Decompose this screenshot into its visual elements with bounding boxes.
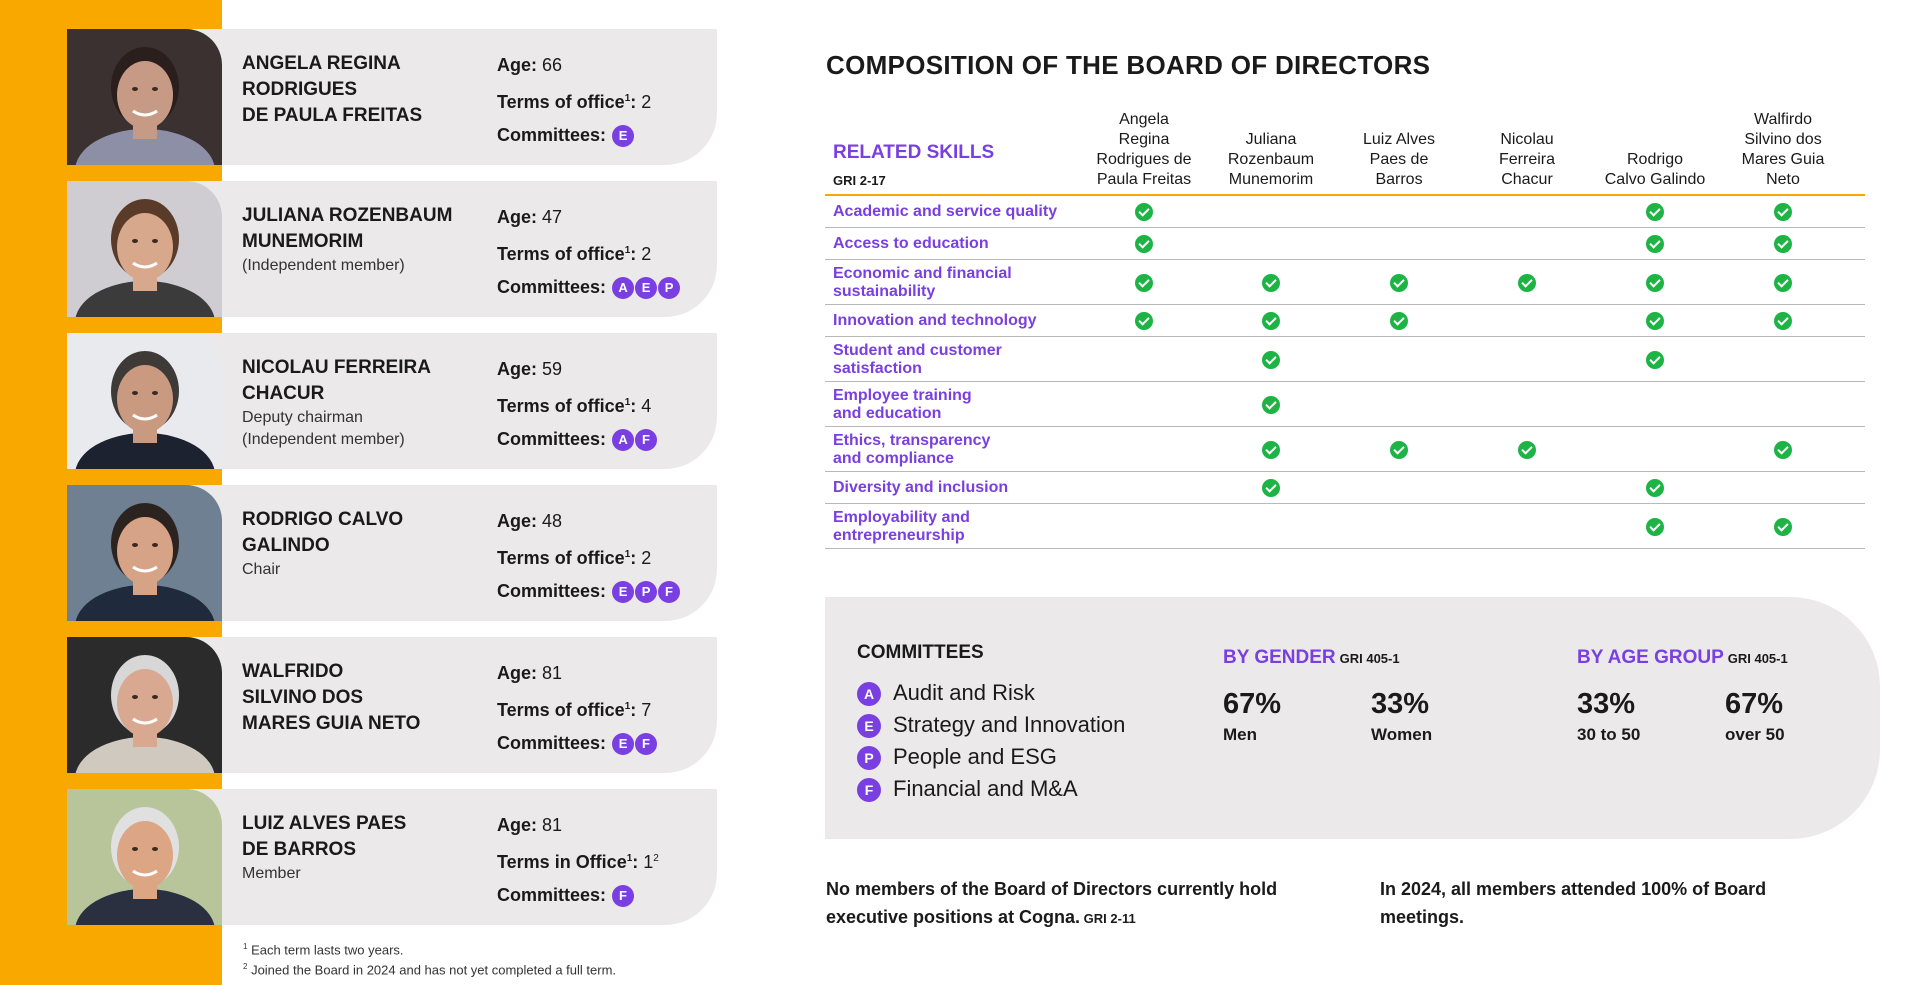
member-name: ANGELA REGINA (242, 53, 401, 74)
skill-label: Employee training and education (833, 386, 972, 422)
member-committees: Committees: E P F (497, 575, 712, 608)
member-cards (67, 29, 717, 925)
check-icon (1646, 235, 1664, 253)
check-icon (1135, 312, 1153, 330)
member-name: JULIANA ROZENBAUM (242, 205, 453, 226)
committee-badge-p: P (635, 581, 657, 603)
committee-badge-a: A (612, 429, 634, 451)
member-stats (497, 657, 712, 760)
committee-badge-e: E (612, 733, 634, 755)
member-role: Chair (242, 561, 281, 578)
check-icon (1518, 441, 1536, 459)
member-terms: Terms of office$^1$: 2 (497, 244, 652, 264)
by-gender-title: BY GENDER GRI 405-1 (1223, 647, 1400, 668)
committee-badge-f: F (635, 733, 657, 755)
member-name: CHACUR (242, 383, 325, 404)
column-header: Nicolau Ferreira Chacur (1498, 131, 1555, 188)
skills-table-body (825, 196, 1865, 549)
member-info (242, 659, 472, 737)
member-role: (Independent member) (242, 257, 405, 274)
committee-badge-e: E (612, 581, 634, 603)
committees-box (825, 597, 1880, 839)
committees-list (857, 677, 1125, 805)
column-header: Walfirdo Silvino dos Mares Guia Neto (1741, 111, 1825, 188)
member-age: Age: 59 (497, 359, 563, 379)
check-icon (1262, 441, 1280, 459)
check-icon (1646, 203, 1664, 221)
member-terms: Terms in Office$^1$: $1^2$ (497, 852, 659, 872)
member-name: MUNEMORIM (242, 231, 364, 252)
member-age: Age: 47 (497, 207, 563, 227)
skill-row (825, 228, 1865, 260)
committee-item-p: P People and ESG (857, 741, 1125, 773)
member-age: Age: 66 (497, 55, 563, 75)
skill-row (825, 337, 1865, 382)
skill-label: Access to education (833, 235, 989, 252)
footnote: $^2$ Joined the Board in 2024 and has not yet completed a full term. (243, 962, 617, 978)
note-gri: GRI 2-11 (1080, 911, 1136, 926)
by-age-group (1577, 647, 1873, 745)
committees-title: COMMITTEES (857, 642, 984, 663)
committee-badge-e: E (857, 714, 881, 738)
check-icon (1646, 312, 1664, 330)
member-photo (67, 789, 222, 925)
column-header: Juliana Rozenbaum Munemorim (1227, 131, 1315, 188)
check-icon (1646, 479, 1664, 497)
by-age-gri: GRI 405-1 (1727, 651, 1788, 666)
member-stats (497, 201, 712, 304)
member-stats (497, 809, 712, 912)
age-stat (1725, 687, 1873, 745)
committee-badge-f: F (635, 429, 657, 451)
member-committees: Committees: A E P (497, 271, 712, 304)
check-icon (1646, 518, 1664, 536)
member-card (67, 333, 717, 469)
member-terms: Terms of office$^1$: 4 (497, 396, 652, 416)
skills-table-header (825, 110, 1865, 196)
member-committees: Committees: E (497, 119, 712, 152)
by-gender-values (1223, 687, 1519, 745)
member-name: MARES GUIA NETO (242, 713, 421, 734)
by-gender (1223, 647, 1519, 745)
check-icon (1646, 274, 1664, 292)
member-committees: Committees: F (497, 879, 712, 912)
skill-label: Ethics, transparency and compliance (833, 431, 991, 467)
check-icon (1774, 312, 1792, 330)
member-terms: Terms of office$^1$: 2 (497, 548, 652, 568)
note-executive-positions: No members of the Board of Directors currently hold executive positions at Cogna. GRI 2-11 (826, 879, 1278, 927)
member-stats (497, 353, 712, 456)
check-icon (1390, 274, 1408, 292)
member-card (67, 789, 717, 925)
member-info (242, 507, 472, 581)
member-name: DE PAULA FREITAS (242, 105, 423, 126)
check-icon (1390, 441, 1408, 459)
column-header: Rodrigo Calvo Galindo (1604, 151, 1706, 188)
gender-stat (1371, 687, 1519, 745)
member-age: Age: 48 (497, 511, 563, 531)
skill-row (825, 260, 1865, 305)
by-age-values (1577, 687, 1873, 745)
committee-badge-f: F (658, 581, 680, 603)
committee-badge-p: P (658, 277, 680, 299)
skill-row (825, 504, 1865, 549)
age-stat (1577, 687, 1725, 745)
page-title: COMPOSITION OF THE BOARD OF DIRECTORS (826, 50, 1431, 80)
member-role: Deputy chairman (242, 409, 363, 426)
member-photo (67, 333, 222, 469)
check-icon (1518, 274, 1536, 292)
gender-label: Men (1223, 725, 1257, 744)
check-icon (1262, 479, 1280, 497)
footnote: $^1$ Each term lasts two years. (243, 942, 404, 958)
member-photo (67, 485, 222, 621)
check-icon (1262, 351, 1280, 369)
member-stats (497, 49, 712, 152)
committee-item-a: A Audit and Risk (857, 677, 1125, 709)
age-label: over 50 (1725, 725, 1785, 744)
member-name: RODRIGO CALVO (242, 509, 404, 530)
member-name: GALINDO (242, 535, 330, 556)
note-attendance: In 2024, all members attended 100% of Board meetings. (1380, 879, 1767, 927)
committee-item-f: F Financial and M&A (857, 773, 1125, 805)
by-gender-gri: GRI 405-1 (1339, 651, 1400, 666)
committee-item-e: E Strategy and Innovation (857, 709, 1125, 741)
member-info (242, 811, 472, 885)
skill-row (825, 305, 1865, 337)
skill-label: Employability and entrepreneurship (833, 508, 970, 544)
column-header: Angela Regina Rodrigues de Paula Freitas (1096, 111, 1192, 188)
member-name: NICOLAU FERREIRA (242, 357, 431, 378)
gender-percent: 67% (1223, 688, 1282, 720)
skills-gri: GRI 2-17 (833, 173, 886, 188)
member-age: Age: 81 (497, 815, 563, 835)
member-photo (67, 637, 222, 773)
skill-label: Innovation and technology (833, 312, 1037, 329)
member-name: RODRIGUES (242, 79, 358, 100)
committee-badge-e: E (612, 125, 634, 147)
member-card (67, 485, 717, 621)
age-percent: 67% (1725, 688, 1784, 720)
check-icon (1262, 396, 1280, 414)
check-icon (1390, 312, 1408, 330)
skills-heading: RELATED SKILLS (833, 142, 995, 163)
skill-label: Economic and financial sustainability (833, 264, 1012, 300)
skill-row (825, 382, 1865, 427)
gender-stat (1223, 687, 1371, 745)
committee-badge-f: F (857, 778, 881, 802)
skill-label: Student and customer satisfaction (833, 341, 1002, 377)
check-icon (1646, 351, 1664, 369)
footnotes (243, 938, 616, 979)
column-header: Luiz Alves Paes de Barros (1362, 131, 1436, 188)
member-info (242, 51, 472, 129)
member-name: WALFRIDO (242, 661, 344, 682)
age-label: 30 to 50 (1577, 725, 1641, 744)
skill-row (825, 427, 1865, 472)
member-name: SILVINO DOS (242, 687, 364, 708)
committee-badge-f: F (612, 885, 634, 907)
member-stats (497, 505, 712, 608)
member-info (242, 355, 472, 451)
skill-label: Diversity and inclusion (833, 479, 1009, 496)
age-percent: 33% (1577, 688, 1636, 720)
committee-badge-e: E (635, 277, 657, 299)
committee-badge-p: P (857, 746, 881, 770)
member-committees: Committees: A F (497, 423, 712, 456)
check-icon (1774, 441, 1792, 459)
skill-row (825, 196, 1865, 228)
member-terms: Terms of office$^1$: 2 (497, 92, 652, 112)
member-info (242, 203, 472, 277)
check-icon (1774, 203, 1792, 221)
member-age: Age: 81 (497, 663, 563, 683)
check-icon (1135, 274, 1153, 292)
skills-table (825, 110, 1865, 549)
check-icon (1262, 274, 1280, 292)
gender-percent: 33% (1371, 688, 1430, 720)
check-icon (1135, 235, 1153, 253)
member-role: (Independent member) (242, 431, 405, 448)
member-name: LUIZ ALVES PAES (242, 813, 407, 834)
member-card (67, 29, 717, 165)
check-icon (1774, 235, 1792, 253)
check-icon (1262, 312, 1280, 330)
member-role: Member (242, 865, 301, 882)
member-card (67, 181, 717, 317)
gender-label: Women (1371, 725, 1433, 744)
check-icon (1774, 518, 1792, 536)
member-name: DE BARROS (242, 839, 357, 860)
member-card (67, 637, 717, 773)
by-age-title: BY AGE GROUP GRI 405-1 (1577, 647, 1788, 668)
committee-badge-a: A (612, 277, 634, 299)
check-icon (1135, 203, 1153, 221)
skill-row (825, 472, 1865, 504)
check-icon (1774, 274, 1792, 292)
member-photo (67, 29, 222, 165)
member-committees: Committees: E F (497, 727, 712, 760)
member-photo (67, 181, 222, 317)
skill-label: Academic and service quality (833, 203, 1058, 220)
member-terms: Terms of office$^1$: 7 (497, 700, 652, 720)
committee-badge-a: A (857, 682, 881, 706)
